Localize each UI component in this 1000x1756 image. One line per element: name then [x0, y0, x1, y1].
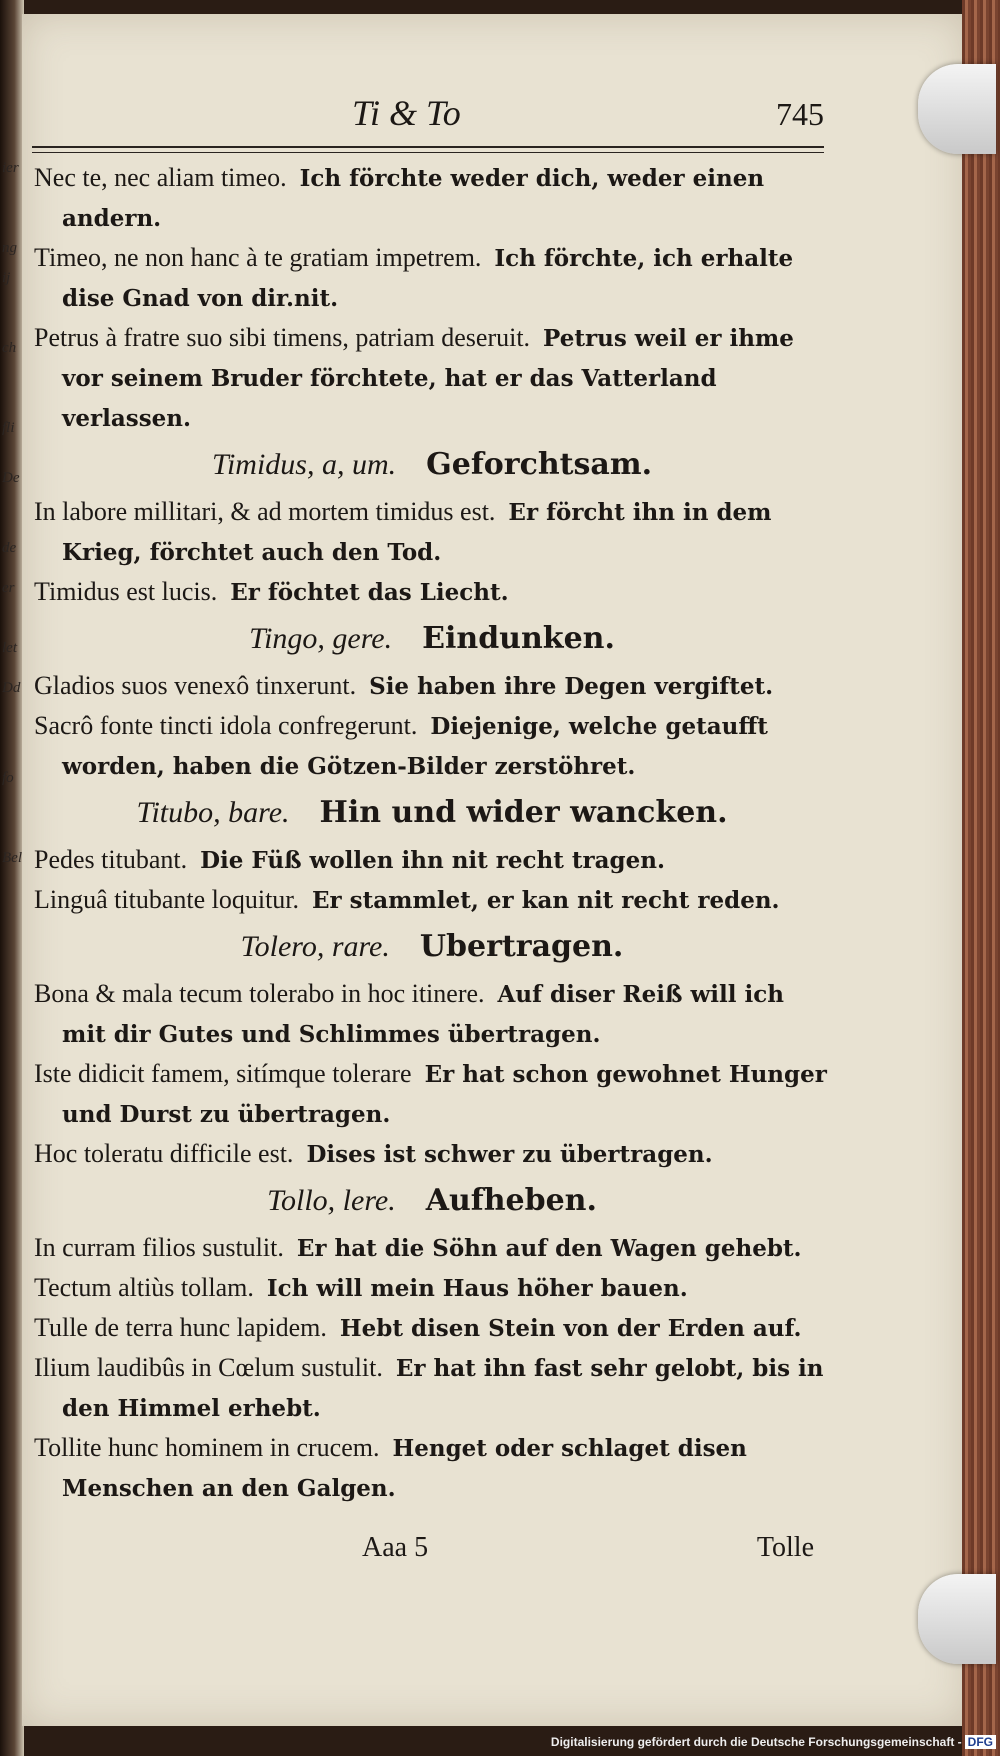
entry-latin: Sacrô fonte tincti idola confregerunt.: [34, 711, 418, 740]
headword: [34, 1174, 830, 1228]
credit-text: Digitalisierung gefördert durch die Deutsche Forschungsgemeinschaft -: [550, 1735, 962, 1749]
entry-latin: Gladios suos venexô tinxerunt.: [34, 671, 357, 700]
page-number: 745: [776, 96, 824, 132]
headword-german: Hin und wider wancken.: [319, 795, 728, 830]
entry-german: Er stammlet, er kan nit recht reden.: [312, 887, 780, 914]
page-clip-bottom: [918, 1574, 996, 1664]
dictionary-entry: [34, 1054, 830, 1134]
headword-german: Aufheben.: [425, 1183, 597, 1218]
entry-latin: In labore millitari, & ad mortem timidus est.: [34, 497, 496, 526]
entry-german: Diejenige, welche getaufft worden, haben die Götzen-Bilder zerstöhret.: [62, 713, 768, 780]
entry-german: Auf diser Reiß will ich mit dir Gutes und Schlimmes übertragen.: [62, 981, 784, 1048]
entry-latin: Petrus à fratre suo sibi timens, patriam deseruit.: [34, 323, 531, 352]
dictionary-entry: [34, 572, 830, 612]
dictionary-entry: [34, 1428, 830, 1508]
dictionary-entry: [34, 158, 830, 238]
entry-german: Er hat schon gewohnet Hunger und Durst zu übertragen.: [62, 1061, 827, 1128]
entry-latin: Tulle de terra hunc lapidem.: [34, 1313, 327, 1342]
headword-latin: Tolero, rare.: [240, 930, 390, 963]
entry-german: Dises ist schwer zu übertragen.: [306, 1141, 713, 1168]
dictionary-content: [34, 158, 830, 1508]
margin-fragment: fli: [2, 420, 15, 436]
catchword: Tolle: [756, 1532, 814, 1563]
entry-latin: In curram filios sustulit.: [34, 1233, 284, 1262]
entry-latin: Ilium laudibûs in Cœlum sustulit.: [34, 1353, 383, 1382]
margin-fragment: ij: [2, 270, 11, 286]
entry-latin: Tollite hunc hominem in crucem.: [34, 1433, 380, 1462]
entry-german: Sie haben ihre Degen vergiftet.: [369, 673, 774, 700]
entry-latin: Bona & mala tecum tolerabo in hoc itinere.: [34, 979, 485, 1008]
dictionary-entry: [34, 840, 830, 880]
dictionary-entry: [34, 1228, 830, 1268]
signature-mark: Aaa 5: [362, 1532, 429, 1563]
dictionary-entry: [34, 974, 830, 1054]
headword-german: Geforchtsam.: [426, 447, 653, 482]
entry-latin: Timeo, ne non hanc à te gratiam impetrem.: [34, 243, 482, 272]
margin-fragment: ng: [2, 240, 17, 256]
digitization-credit: [551, 1735, 996, 1749]
dictionary-entry: [34, 318, 830, 438]
headword: [34, 920, 830, 974]
page-footer: [34, 1532, 814, 1572]
headword-german: Ubertragen.: [419, 929, 624, 964]
page-edges: [962, 0, 1000, 1756]
entry-latin: Iste didicit famem, sitímque tolerare: [34, 1059, 412, 1088]
entry-german: Er förcht ihn in dem Krieg, förchtet auch den Tod.: [62, 499, 772, 566]
headword-german: Eindunken.: [422, 621, 615, 656]
entry-german: Er hat die Söhn auf den Wagen gehebt.: [296, 1235, 802, 1262]
dictionary-entry: [34, 492, 830, 572]
entry-latin: Pedes titubant.: [34, 845, 188, 874]
running-title: Ti & To: [352, 93, 461, 133]
entry-latin: Timidus est lucis.: [34, 577, 218, 606]
entry-latin: Nec te, nec aliam timeo.: [34, 163, 287, 192]
margin-fragment: let: [2, 640, 17, 656]
dictionary-entry: [34, 238, 830, 318]
headword: [34, 438, 830, 492]
headword-latin: Tollo, lere.: [267, 1184, 396, 1217]
dictionary-entry: [34, 706, 830, 786]
entry-latin: Tectum altiùs tollam.: [34, 1273, 254, 1302]
entry-latin: Hoc toleratu difficile est.: [34, 1139, 294, 1168]
margin-fragment: fo: [2, 770, 14, 786]
dictionary-entry: [34, 1134, 830, 1174]
dictionary-entry: [34, 1268, 830, 1308]
margin-fragment: De: [2, 470, 20, 486]
dfg-logo: DFG: [965, 1735, 996, 1749]
dictionary-entry: [34, 1308, 830, 1348]
headword-latin: Timidus, a, um.: [211, 448, 397, 481]
headword: [34, 612, 830, 666]
entry-german: Er föchtet das Liecht.: [230, 579, 509, 606]
margin-fragment: ch: [2, 340, 17, 356]
headword-latin: Titubo, bare.: [136, 796, 290, 829]
dictionary-entry: [34, 880, 830, 920]
margin-fragment: de: [2, 540, 17, 556]
entry-german: Petrus weil er ihme vor seinem Bruder förchtete, hat er das Vatterland verlassen.: [62, 325, 794, 432]
header-rule: [32, 146, 824, 153]
headword: [34, 786, 830, 840]
margin-fragment: Bel: [2, 850, 22, 866]
entry-german: Er hat ihn fast sehr gelobt, bis in den Himmel erhebt.: [62, 1355, 824, 1422]
dictionary-entry: [34, 666, 830, 706]
entry-german: Ich förchte, ich erhalte dise Gnad von dir.nit.: [62, 245, 794, 312]
page-header: [32, 86, 824, 146]
entry-german: Ich will mein Haus höher bauen.: [266, 1275, 688, 1302]
dictionary-entry: [34, 1348, 830, 1428]
entry-german: Henget oder schlaget disen Menschen an den Galgen.: [62, 1435, 747, 1502]
margin-fragment: er: [2, 580, 15, 596]
page-clip-top: [918, 64, 996, 154]
entry-german: Ich förchte weder dich, weder einen andern.: [62, 165, 765, 232]
entry-german: Die Füß wollen ihn nit recht tragen.: [200, 847, 666, 874]
book-spine: [0, 0, 24, 1756]
headword-latin: Tingo, gere.: [249, 622, 393, 655]
margin-fragment: Dd: [2, 680, 21, 696]
entry-german: Hebt disen Stein von der Erden auf.: [339, 1315, 802, 1342]
entry-latin: Linguâ titubante loquitur.: [34, 885, 300, 914]
margin-fragment: ier: [2, 160, 19, 176]
